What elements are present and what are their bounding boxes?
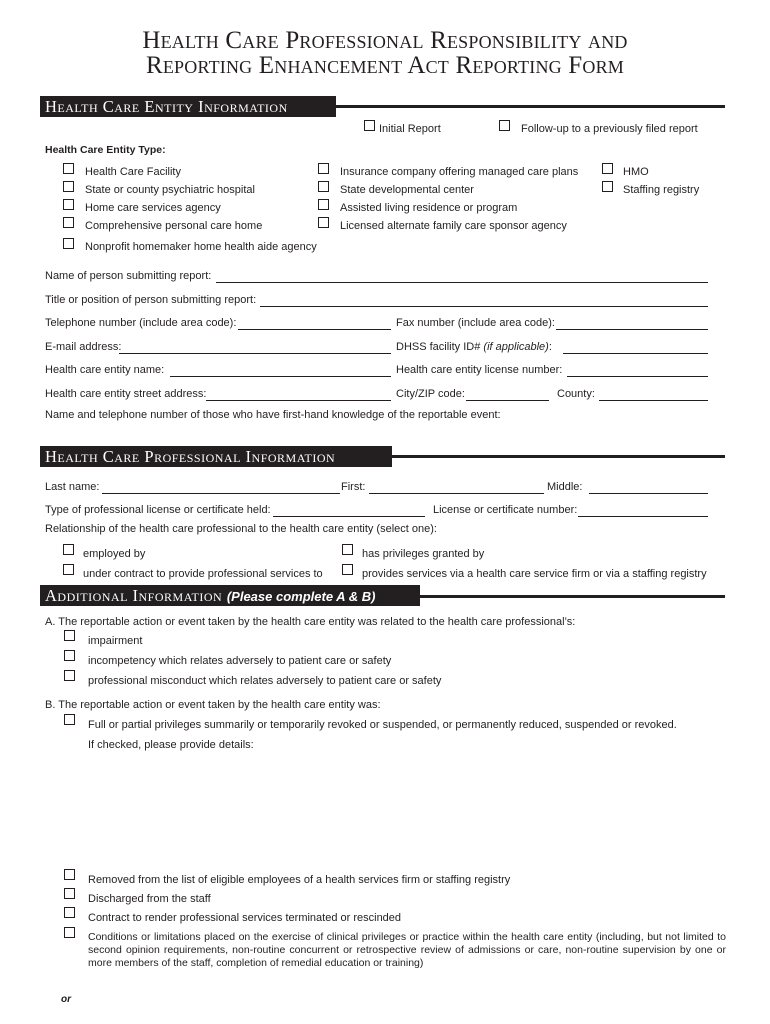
followup-report-checkbox[interactable] — [499, 120, 510, 131]
entity-type-checkbox[interactable] — [602, 163, 613, 174]
middle-name-field[interactable] — [589, 482, 708, 494]
followup-report-label: Follow-up to a previously filed report — [521, 123, 698, 135]
entity-type-label-item: Home care services agency — [85, 202, 221, 214]
entity-type-label-item: HMO — [623, 166, 649, 178]
entity-type-checkbox[interactable] — [63, 181, 74, 192]
email-label: E-mail address: — [45, 341, 122, 353]
entity-type-checkbox[interactable] — [63, 163, 74, 174]
section-a-option: professional misconduct which relates adversely to patient care or safety — [88, 675, 442, 687]
section-header-additional-text: Additional Information — [45, 586, 223, 605]
privileges-revoked-checkbox[interactable] — [64, 714, 75, 725]
relationship-employed-label: employed by — [83, 548, 146, 560]
fax-label: Fax number (include area code): — [396, 317, 555, 329]
entity-type-label-item: Health Care Facility — [85, 166, 181, 178]
license-type-field[interactable] — [273, 505, 425, 517]
entity-type-label-item: State or county psychiatric hospital — [85, 184, 255, 196]
first-name-label: First: — [341, 481, 366, 493]
cityzip-field[interactable] — [466, 389, 549, 401]
privileges-revoked-label: Full or partial privileges summarily or temporarily revoked or suspended, or permanently reduced, suspended or revoked. — [88, 719, 677, 731]
telephone-label: Telephone number (include area code): — [45, 317, 237, 329]
last-name-label: Last name: — [45, 481, 100, 493]
entity-type-label: Health Care Entity Type: — [45, 144, 166, 156]
form-title-line2: Reporting Enhancement Act Reporting Form — [145, 52, 625, 79]
section-a-checkbox[interactable] — [64, 670, 75, 681]
entity-type-checkbox[interactable] — [63, 217, 74, 228]
or-label: or — [61, 994, 71, 1005]
section-a-prompt: A. The reportable action or event taken by the health care entity was related to the health care professional’s: — [45, 616, 576, 628]
section-b-option: Discharged from the staff — [88, 893, 211, 905]
witnesses-label: Name and telephone number of those who have first-hand knowledge of the reportable event: — [45, 409, 501, 421]
section-header-additional-note: (Please complete A & B) — [226, 589, 376, 604]
license-type-label: Type of professional license or certificate held: — [45, 504, 271, 516]
submitter-title-label: Title or position of person submitting report: — [45, 294, 257, 306]
submitter-name-label: Name of person submitting report: — [45, 270, 212, 282]
entity-type-label-item: Insurance company offering managed care plans — [340, 166, 579, 178]
entity-type-checkbox[interactable] — [602, 181, 613, 192]
section-b-option: Contract to render professional services terminated or rescinded — [88, 912, 402, 924]
section-header-professional: Health Care Professional Information — [40, 446, 392, 467]
email-field[interactable] — [119, 342, 391, 354]
section-b-prompt: B. The reportable action or event taken by the health care entity was: — [45, 699, 381, 711]
relationship-contract-label: under contract to provide professional services to — [83, 568, 323, 580]
middle-name-label: Middle: — [547, 481, 583, 493]
section-a-checkbox[interactable] — [64, 650, 75, 661]
submitter-title-field[interactable] — [260, 295, 708, 307]
section-header-additional — [40, 585, 420, 606]
details-label: If checked, please provide details: — [88, 739, 254, 751]
last-name-field[interactable] — [102, 482, 340, 494]
relationship-checkbox[interactable] — [63, 544, 74, 555]
initial-report-checkbox[interactable] — [364, 120, 375, 131]
entity-type-label-item: Comprehensive personal care home — [85, 220, 263, 232]
form-title-line1: Health Care Professional Responsibility and — [142, 27, 628, 54]
entity-type-checkbox[interactable] — [318, 181, 329, 192]
fax-field[interactable] — [556, 318, 708, 330]
relationship-checkbox[interactable] — [63, 564, 74, 575]
entity-name-label: Health care entity name: — [45, 364, 165, 376]
submitter-name-field[interactable] — [216, 271, 708, 283]
entity-type-checkbox[interactable] — [318, 217, 329, 228]
dhss-id-label: DHSS facility ID# (if applicable): — [396, 341, 552, 353]
license-number-field[interactable] — [567, 365, 708, 377]
entity-type-label-item: Staffing registry — [623, 184, 700, 196]
county-label: County: — [557, 388, 595, 400]
entity-type-checkbox[interactable] — [63, 199, 74, 210]
dhss-id-field[interactable] — [563, 342, 708, 354]
entity-type-checkbox[interactable] — [63, 238, 74, 249]
relationship-firm-label: provides services via a health care service firm or via a staffing registry — [362, 568, 707, 580]
relationship-checkbox[interactable] — [342, 564, 353, 575]
relationship-checkbox[interactable] — [342, 544, 353, 555]
dhss-id-text: DHSS facility ID# — [396, 341, 481, 353]
certificate-number-field[interactable] — [578, 505, 708, 517]
entity-type-label-item: Assisted living residence or program — [340, 202, 518, 214]
street-address-label: Health care entity street address: — [45, 388, 207, 400]
section-b-checkbox[interactable] — [64, 907, 75, 918]
entity-type-label-item: Licensed alternate family care sponsor agency — [340, 220, 567, 232]
entity-type-label-item: State developmental center — [340, 184, 474, 196]
relationship-label: Relationship of the health care professional to the health care entity (select one): — [45, 523, 437, 535]
entity-type-label-item: Nonprofit homemaker home health aide agency — [85, 241, 317, 253]
details-textarea[interactable] — [88, 756, 708, 864]
dhss-id-note: (if applicable) — [483, 341, 549, 353]
section-b-checkbox[interactable] — [64, 888, 75, 899]
section-a-checkbox[interactable] — [64, 630, 75, 641]
certificate-number-label: License or certificate number: — [433, 504, 578, 516]
section-header-entity: Health Care Entity Information — [40, 96, 336, 117]
license-number-label: Health care entity license number: — [396, 364, 563, 376]
first-name-field[interactable] — [369, 482, 544, 494]
cityzip-label: City/ZIP code: — [396, 388, 465, 400]
section-a-option: incompetency which relates adversely to patient care or safety — [88, 655, 392, 667]
county-field[interactable] — [599, 389, 708, 401]
section-b-checkbox[interactable] — [64, 927, 75, 938]
entity-name-field[interactable] — [170, 365, 391, 377]
telephone-field[interactable] — [238, 318, 391, 330]
relationship-privileges-label: has privileges granted by — [362, 548, 485, 560]
section-b-checkbox[interactable] — [64, 869, 75, 880]
initial-report-label: Initial Report — [379, 123, 441, 135]
street-address-field[interactable] — [206, 389, 391, 401]
entity-type-checkbox[interactable] — [318, 163, 329, 174]
entity-type-checkbox[interactable] — [318, 199, 329, 210]
section-a-option: impairment — [88, 635, 143, 647]
section-b-option: Removed from the list of eligible employees of a health services firm or staffing registry — [88, 874, 511, 886]
section-b-option-conditions: Conditions or limitations placed on the exercise of clinical privileges or practice within the health care entity (including, but not limited to second opinion requirements, non-routine concurrent or retrospective review of admissions or care, non-routine supervision by one or more members of the staff, completion of remedial education or training) — [88, 931, 726, 969]
